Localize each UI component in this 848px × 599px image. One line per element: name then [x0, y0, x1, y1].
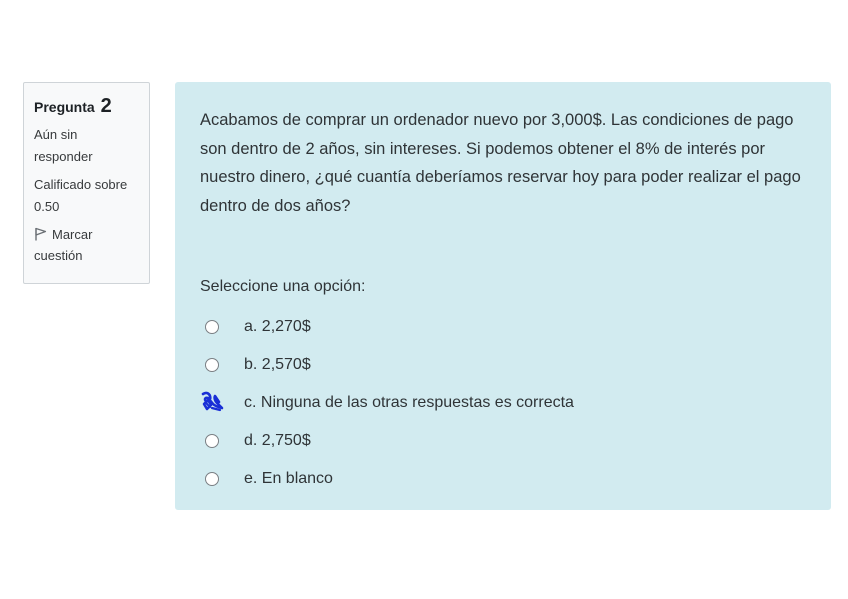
radio-button-e[interactable] [205, 472, 219, 486]
question-info-panel [23, 82, 150, 284]
question-content [175, 82, 831, 510]
state-line-1: Aún sin [34, 127, 78, 142]
answer-label-e[interactable]: e. En blanco [244, 470, 333, 487]
answer-option-a[interactable] [205, 308, 574, 346]
handwritten-mark-icon [200, 390, 226, 416]
question-state [34, 124, 140, 168]
answer-prompt: Seleccione una opción: [200, 278, 366, 295]
answer-label-a[interactable]: a. 2,270$ [244, 318, 311, 335]
question-label: Pregunta [34, 99, 95, 115]
grade-line-1: Calificado sobre [34, 177, 128, 192]
answer-label-d[interactable]: d. 2,750$ [244, 432, 311, 449]
state-line-2: responder [34, 149, 93, 164]
flag-question-button[interactable] [34, 224, 140, 266]
question-number: 2 [100, 95, 112, 117]
radio-button-b[interactable] [205, 358, 219, 372]
flag-label-line-1: Marcar [52, 227, 93, 242]
question-number-heading [34, 95, 140, 118]
answer-list [205, 308, 574, 498]
question-grade [34, 174, 140, 218]
answer-option-d[interactable] [205, 422, 574, 460]
answer-label-c[interactable]: c. Ninguna de las otras respuestas es correcta [244, 394, 574, 411]
grade-line-2: 0.50 [34, 199, 60, 214]
answer-label-b[interactable]: b. 2,570$ [244, 356, 311, 373]
question-text: Acabamos de comprar un ordenador nuevo por 3,000$. Las condiciones de pago son dentro de 2 años, sin intereses. Si podemos obtener el 8% de interés por nuestro dinero, ¿qué cuantía deberíamos reservar hoy para poder realizar el pago dentro de dos años? [200, 111, 801, 215]
radio-button-d[interactable] [205, 434, 219, 448]
answer-option-c[interactable] [205, 384, 574, 422]
flag-label-line-2: cuestión [34, 248, 83, 263]
flag-icon [34, 227, 48, 241]
answer-option-b[interactable] [205, 346, 574, 384]
radio-button-a[interactable] [205, 320, 219, 334]
answer-option-e[interactable] [205, 460, 574, 498]
